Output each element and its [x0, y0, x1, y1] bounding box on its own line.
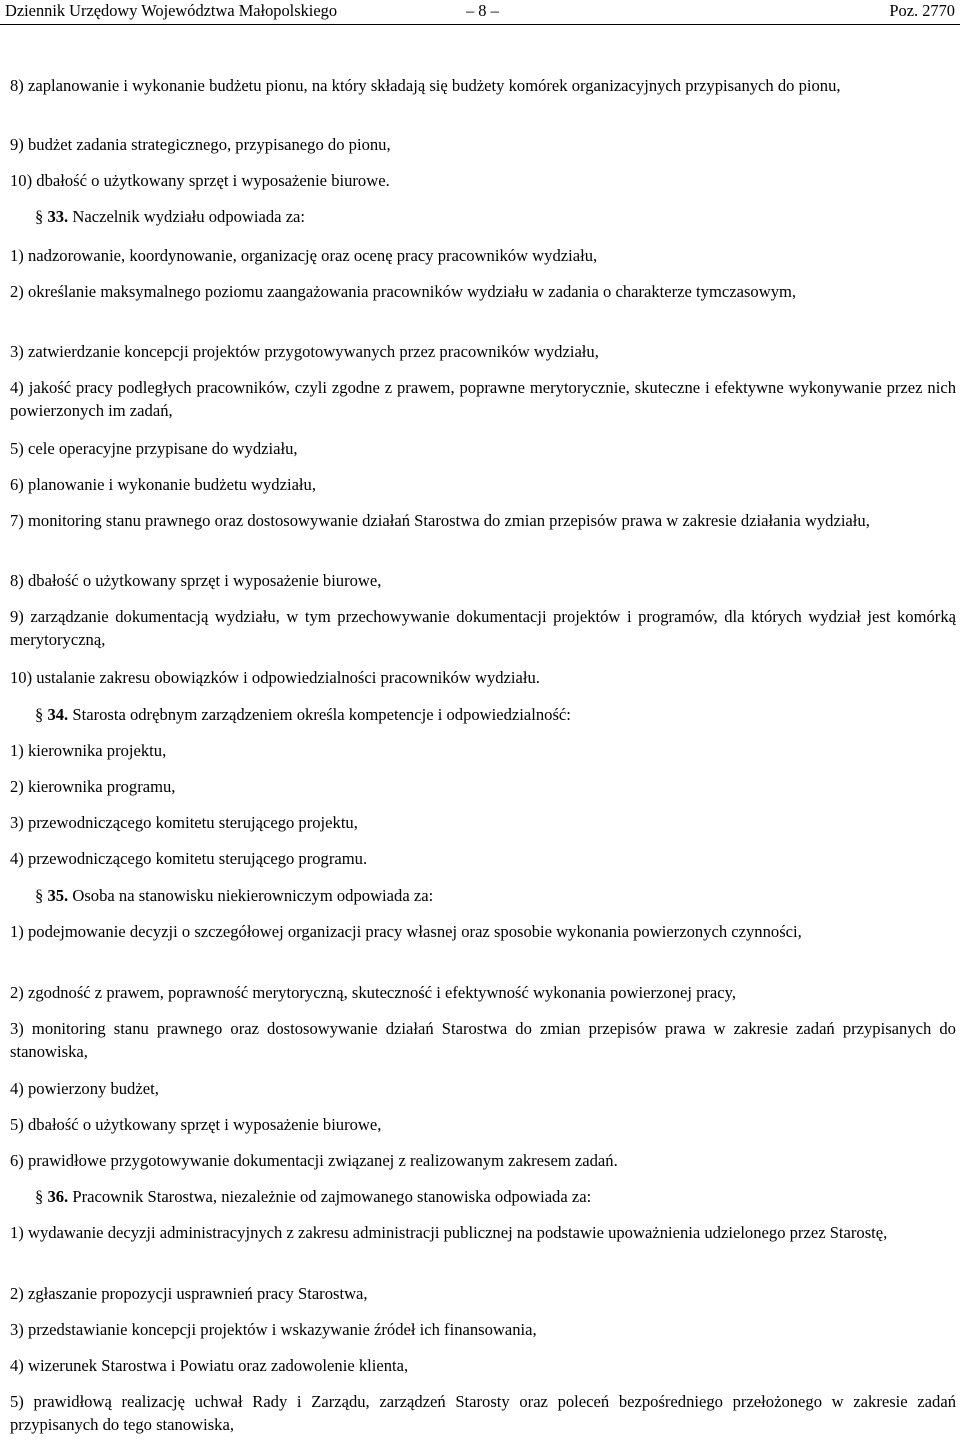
item-text: zarządzanie dokumentacją wydziału, w tym przechowywanie dokumentacji projektów i programów, dla których wydział jest komórką merytoryczną,	[10, 607, 956, 649]
item-text: monitoring stanu prawnego oraz dostosowywanie działań Starostwa do zmian przepisów prawa w zakresie zadań przypisanych do stanowiska,	[10, 1019, 956, 1061]
item-text: monitoring stanu prawnego oraz dostosowywanie działań Starostwa do zmian przepisów prawa w zakresie działania wydziału,	[27, 511, 870, 530]
item-text: jakość pracy podległych pracowników, czyli zgodne z prawem, poprawne merytorycznie, skuteczne i efektywne wykonywanie przez nich powierzonych im zadań,	[10, 378, 956, 420]
item-number: 2)	[10, 777, 24, 796]
journal-title: Dziennik Urzędowy Województwa Małopolskiego	[5, 1, 338, 20]
list-item	[10, 1018, 956, 1063]
list-item	[10, 377, 956, 422]
item-number: 10)	[10, 171, 33, 190]
paragraph-sign: §	[35, 886, 44, 905]
list-item	[10, 134, 956, 157]
item-text: wizerunek Starostwa i Powiatu oraz zadowolenie klienta,	[27, 1356, 409, 1375]
item-text: nadzorowanie, koordynowanie, organizację oraz ocenę pracy pracowników wydziału,	[27, 246, 598, 265]
item-text: kierownika programu,	[27, 777, 176, 796]
item-number: 1)	[10, 922, 24, 941]
section-heading-34	[35, 704, 960, 727]
paragraph-number: 35.	[47, 886, 69, 905]
item-number: 5)	[10, 439, 24, 458]
header-rule	[0, 24, 960, 25]
item-text: powierzony budżet,	[27, 1079, 159, 1098]
list-item	[10, 474, 956, 497]
list-item	[10, 1355, 956, 1378]
position-number: Poz. 2770	[889, 1, 955, 20]
item-number: 9)	[10, 135, 24, 154]
section-intro: Osoba na stanowisku niekierowniczym odpowiada za:	[72, 886, 434, 905]
item-number: 10)	[10, 668, 33, 687]
item-text: przedstawianie koncepcji projektów i wskazywanie źródeł ich finansowania,	[27, 1320, 537, 1339]
item-number: 7)	[10, 511, 24, 530]
list-item	[10, 848, 956, 871]
item-text: dbałość o użytkowany sprzęt i wyposażenie biurowe,	[27, 1115, 382, 1134]
item-text: ustalanie zakresu obowiązków i odpowiedzialności pracowników wydziału.	[36, 668, 540, 687]
list-item	[10, 510, 956, 533]
item-text: planowanie i wykonanie budżetu wydziału,	[27, 475, 316, 494]
paragraph-number: 34.	[47, 705, 69, 724]
section-heading-36	[35, 1186, 960, 1209]
item-number: 3)	[10, 1019, 24, 1038]
paragraph-number: 36.	[47, 1187, 69, 1206]
item-number: 4)	[10, 1079, 24, 1098]
item-number: 8)	[10, 76, 24, 95]
item-number: 2)	[10, 282, 24, 301]
paragraph-sign: §	[35, 207, 44, 226]
item-text: prawidłową realizację uchwał Rady i Zarządu, zarządzeń Starosty oraz poleceń bezpośredniego przełożonego w zakresie zadań przypisanych do tego stanowiska,	[10, 1392, 956, 1434]
item-number: 4)	[10, 849, 24, 868]
item-text: zgłaszanie propozycji usprawnień pracy Starostwa,	[27, 1284, 368, 1303]
item-text: prawidłowe przygotowywanie dokumentacji związanej z realizowanym zakresem zadań.	[27, 1151, 618, 1170]
section-intro: Starosta odrębnym zarządzeniem określa kompetencje i odpowiedzialność:	[72, 705, 571, 724]
section-heading-33	[35, 206, 960, 229]
item-text: przewodniczącego komitetu sterującego programu.	[27, 849, 368, 868]
item-number: 4)	[10, 378, 24, 397]
item-number: 3)	[10, 342, 24, 361]
item-text: zatwierdzanie koncepcji projektów przygotowywanych przez pracowników wydziału,	[27, 342, 599, 361]
item-number: 8)	[10, 571, 24, 590]
page-header	[0, 0, 960, 26]
page-number: – 8 –	[466, 1, 499, 20]
list-item	[10, 1222, 956, 1245]
paragraph-sign: §	[35, 1187, 44, 1206]
item-text: zgodność z prawem, poprawność merytoryczną, skuteczność i efektywność wykonania powierzonej pracy,	[27, 983, 737, 1002]
item-number: 9)	[10, 607, 24, 626]
item-number: 1)	[10, 1223, 24, 1242]
item-text: przewodniczącego komitetu sterującego projektu,	[27, 813, 358, 832]
list-item	[10, 1114, 956, 1137]
list-item	[10, 1078, 956, 1101]
paragraph-sign: §	[35, 705, 44, 724]
list-item	[10, 1283, 956, 1306]
item-text: budżet zadania strategicznego, przypisanego do pionu,	[27, 135, 391, 154]
item-text: wydawanie decyzji administracyjnych z zakresu administracji publicznej na podstawie upoważnienia udzielonego przez Starostę,	[27, 1223, 888, 1242]
list-item	[10, 570, 956, 593]
list-item	[10, 245, 956, 268]
item-text: podejmowanie decyzji o szczegółowej organizacji pracy własnej oraz sposobie wykonania powierzonych czynności,	[27, 922, 802, 941]
item-number: 5)	[10, 1115, 24, 1134]
list-item	[10, 341, 956, 364]
item-text: kierownika projektu,	[27, 741, 167, 760]
list-item	[10, 982, 956, 1005]
list-item	[10, 740, 956, 763]
list-item	[10, 170, 956, 193]
item-number: 1)	[10, 246, 24, 265]
item-number: 4)	[10, 1356, 24, 1375]
item-number: 5)	[10, 1392, 24, 1411]
list-item	[10, 921, 956, 944]
item-number: 3)	[10, 813, 24, 832]
list-item	[10, 1319, 956, 1342]
item-number: 3)	[10, 1320, 24, 1339]
item-text: cele operacyjne przypisane do wydziału,	[27, 439, 298, 458]
list-item	[10, 1391, 956, 1436]
item-number: 2)	[10, 1284, 24, 1303]
section-intro: Pracownik Starostwa, niezależnie od zajmowanego stanowiska odpowiada za:	[72, 1187, 592, 1206]
item-number: 1)	[10, 741, 24, 760]
item-number: 6)	[10, 475, 24, 494]
section-heading-35	[35, 885, 960, 908]
list-item	[10, 812, 956, 835]
list-item	[10, 776, 956, 799]
item-number: 2)	[10, 983, 24, 1002]
item-number: 6)	[10, 1151, 24, 1170]
list-item	[10, 667, 956, 690]
item-text: określanie maksymalnego poziomu zaangażowania pracowników wydziału w zadania o charakterze tymczasowym,	[27, 282, 797, 301]
item-text: dbałość o użytkowany sprzęt i wyposażenie biurowe,	[27, 571, 382, 590]
paragraph-number: 33.	[47, 207, 69, 226]
list-item	[10, 1150, 956, 1173]
list-item	[10, 606, 956, 651]
item-text: dbałość o użytkowany sprzęt i wyposażenie biurowe.	[36, 171, 390, 190]
list-item	[10, 438, 956, 461]
list-item	[10, 281, 956, 304]
list-item	[10, 75, 956, 98]
section-intro: Naczelnik wydziału odpowiada za:	[72, 207, 306, 226]
item-text: zaplanowanie i wykonanie budżetu pionu, na który składają się budżety komórek organizacyjnych przypisanych do pionu,	[27, 76, 841, 95]
